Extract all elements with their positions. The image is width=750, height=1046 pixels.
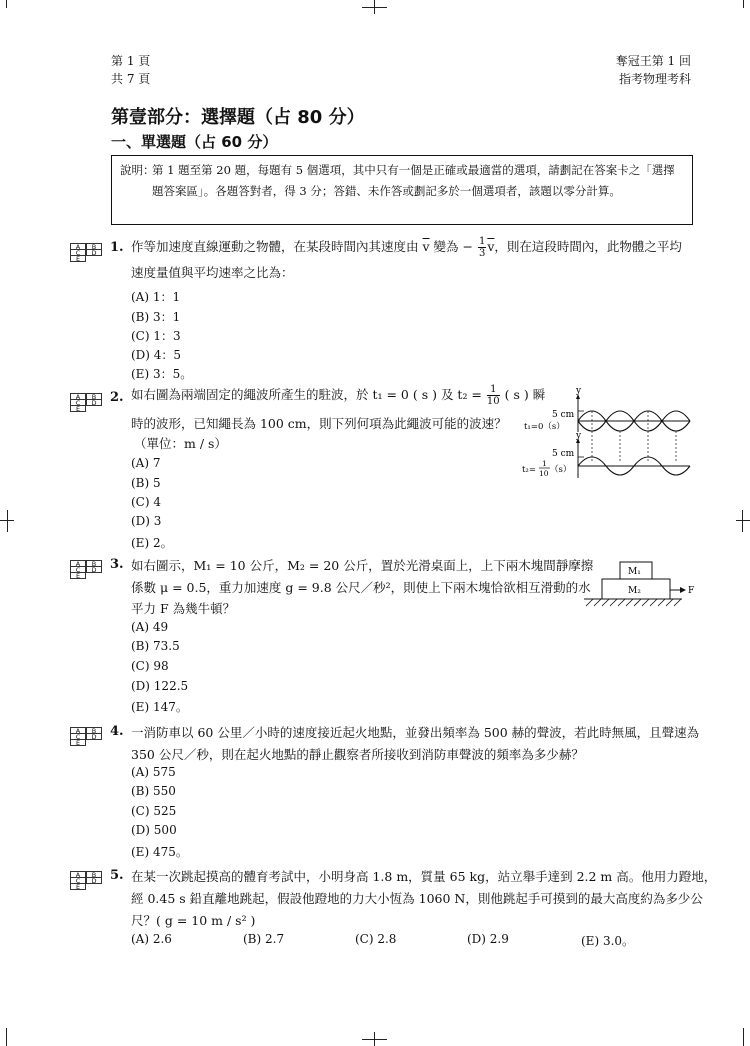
- option: (A) 2.6: [131, 932, 172, 946]
- crop-mark: [736, 520, 750, 521]
- crop-mark: [6, 0, 7, 8]
- q2-text-a: 如右圖為兩端固定的繩波所產生的駐波，於 t₁ = 0 ( s ) 及 t₂ =: [131, 387, 482, 402]
- answer-box: [70, 871, 104, 890]
- answer-box-d: D: [86, 733, 102, 740]
- answer-box-e: E: [70, 739, 86, 746]
- answer-box-b: B: [86, 243, 102, 250]
- question-3-text-line3: 平力 F 為幾牛頓？: [131, 601, 236, 616]
- q1-text-b: 變為 −: [433, 239, 473, 254]
- time-label-t2: t₂=: [522, 465, 536, 475]
- instructions-label: 說明：: [120, 163, 155, 177]
- time-unit: （s）: [550, 465, 572, 475]
- answer-box-a: A: [70, 393, 86, 400]
- crop-mark: [362, 7, 387, 8]
- answer-box-b: B: [86, 727, 102, 734]
- option: (C) 2.8: [355, 932, 397, 946]
- option: (B) 3：1: [131, 310, 181, 324]
- option: (E) 147。: [131, 700, 188, 714]
- velocity-symbol: $\overline{v}$: [422, 239, 430, 254]
- answer-box-a: A: [70, 243, 86, 250]
- option: (B) 5: [131, 476, 161, 490]
- question-1-text: [131, 236, 682, 259]
- answer-box-d: D: [86, 877, 102, 884]
- option: (D) 122.5: [131, 679, 189, 693]
- page-number: 第 1 頁: [111, 54, 151, 68]
- answer-box-d: D: [86, 566, 102, 573]
- option: (C) 98: [131, 659, 169, 673]
- question-number: 3.: [110, 557, 124, 572]
- standing-wave-figure: [520, 388, 700, 488]
- crop-mark: [6, 1028, 7, 1046]
- time-label-t1: t₁=0（s）: [524, 422, 565, 432]
- answer-box-a: A: [70, 871, 86, 878]
- question-2-text-line3: （單位：m / s）: [134, 436, 227, 451]
- fraction-numerator: 1: [478, 236, 486, 247]
- option: (A) 575: [131, 765, 176, 779]
- answer-box-b: B: [86, 393, 102, 400]
- question-5-text-line1: 在某一次跳起摸高的體育考試中，小明身高 1.8 m，質量 65 kg，站立舉手達到 2.2 m 高。他用力蹬地，: [131, 869, 717, 884]
- q1-text-c: ，則在這段時間內，此物體之平均: [494, 239, 682, 254]
- answer-box: [70, 560, 104, 579]
- page-total: 共 7 頁: [111, 72, 151, 86]
- fraction: [487, 384, 500, 407]
- answer-box-e: E: [70, 255, 86, 262]
- answer-box-d: D: [86, 249, 102, 256]
- answer-box-c: C: [70, 399, 86, 406]
- q1-text-a: 作等加速度直線運動之物體，在某段時間內其速度由: [131, 239, 419, 254]
- section-subtitle: 一、單選題（占 60 分）: [111, 133, 278, 151]
- fraction-numerator: 1: [487, 384, 500, 396]
- question-number: 4.: [110, 724, 124, 739]
- option: (B) 73.5: [131, 639, 180, 653]
- option: (A) 49: [131, 620, 169, 634]
- answer-box: [70, 727, 104, 746]
- axis-label-y: y: [576, 388, 582, 396]
- q2-text-c: ( s ) 瞬: [504, 387, 546, 402]
- answer-box-b: B: [86, 871, 102, 878]
- answer-box-a: A: [70, 727, 86, 734]
- option: (B) 550: [131, 784, 176, 798]
- crop-mark: [362, 1039, 387, 1040]
- fraction: [478, 236, 486, 259]
- option: (D) 500: [131, 823, 177, 837]
- crop-mark: [743, 0, 744, 8]
- fraction-denominator: 10: [539, 469, 549, 478]
- option: (D) 2.9: [467, 932, 509, 946]
- option: (E) 3：5。: [131, 367, 193, 381]
- option: (A) 1：1: [131, 290, 181, 304]
- question-2-text-line2: 時的波形，已知繩長為 100 cm，則下列何項為此繩波可能的波速？: [131, 416, 507, 431]
- question-4-text-line1: 一消防車以 60 公里／小時的速度接近起火地點，並發出頻率為 500 赫的聲波，若此時無風，且聲速為: [131, 725, 700, 740]
- question-5-text-line2: 經 0.45 s 鉛直離地跳起，假設他蹬地的力大小恆為 1060 N，則他跳起手可摸到的最大高度約為多少公: [131, 891, 703, 906]
- section-title: 第壹部分：選擇題（占 80 分）: [111, 107, 365, 128]
- answer-box: [70, 393, 104, 412]
- option: (D) 4：5: [131, 348, 182, 362]
- question-5-text-line3: 尺？( g = 10 m / s² ): [131, 913, 256, 928]
- answer-box-a: A: [70, 560, 86, 567]
- exam-title: 奪冠王第 1 回: [615, 54, 691, 68]
- answer-box-c: C: [70, 877, 86, 884]
- velocity-symbol: $\overline{v}$: [487, 239, 495, 254]
- question-4-text-line2: 350 公尺／秒，則在起火地點的靜止觀察者所接收到消防車聲波的頻率為多少赫？: [131, 747, 584, 762]
- force-label: F: [688, 586, 695, 596]
- question-number: 2.: [110, 390, 124, 405]
- instructions-box: [111, 155, 693, 225]
- blocks-figure: [582, 558, 700, 614]
- fraction-numerator: 1: [542, 459, 547, 468]
- crop-mark: [743, 1028, 744, 1046]
- axis-label-y: y: [576, 431, 582, 441]
- option: (B) 2.7: [243, 932, 285, 946]
- crop-mark: [742, 510, 743, 532]
- answer-box-e: E: [70, 572, 86, 579]
- option: (E) 475。: [131, 845, 188, 859]
- question-number: 1.: [110, 240, 124, 255]
- option: (C) 1：3: [131, 329, 181, 343]
- question-1-text-line2: 速度量值與平均速率之比為：: [131, 265, 294, 280]
- answer-box-b: B: [86, 560, 102, 567]
- option: (E) 3.0。: [581, 934, 635, 948]
- block-label-m1: M₁: [628, 567, 641, 577]
- answer-box-d: D: [86, 399, 102, 406]
- block-label-m2: M₂: [628, 586, 641, 596]
- exam-subject: 指考物理考科: [618, 72, 691, 86]
- question-number: 5.: [110, 868, 124, 883]
- answer-box: [70, 243, 104, 262]
- answer-box-c: C: [70, 733, 86, 740]
- fraction-denominator: 10: [486, 396, 500, 407]
- amplitude-label: 5 cm: [552, 410, 575, 420]
- option: (D) 3: [131, 514, 162, 528]
- option: (A) 7: [131, 456, 161, 470]
- answer-box-e: E: [70, 883, 86, 890]
- fraction-denominator: 3: [478, 248, 486, 259]
- question-3-text-line1: 如右圖示，M₁ = 10 公斤，M₂ = 20 公斤，置於光滑桌面上，上下兩木塊間靜摩擦: [131, 558, 594, 573]
- answer-box-c: C: [70, 249, 86, 256]
- option: (C) 525: [131, 804, 177, 818]
- answer-box-c: C: [70, 566, 86, 573]
- crop-mark: [7, 510, 8, 532]
- amplitude-label: 5 cm: [552, 449, 575, 459]
- question-3-text-line2: 係數 μ = 0.5，重力加速度 g = 9.8 公尺／秒²，則使上下兩木塊恰欲相互滑動的水: [131, 580, 591, 595]
- question-2-text: [131, 384, 545, 407]
- option: (C) 4: [131, 495, 161, 509]
- option: (E) 2。: [131, 536, 173, 550]
- instructions-text: 第 1 題至第 20 題，每題有 5 個選項，其中只有一個是正確或最適當的選項，請劃記在答案卡之「選擇題答案區」。各題答對者，得 3 分；答錯、未作答或劃記多於一個選項者，該題以零分計算。: [152, 163, 675, 198]
- answer-box-e: E: [70, 405, 86, 412]
